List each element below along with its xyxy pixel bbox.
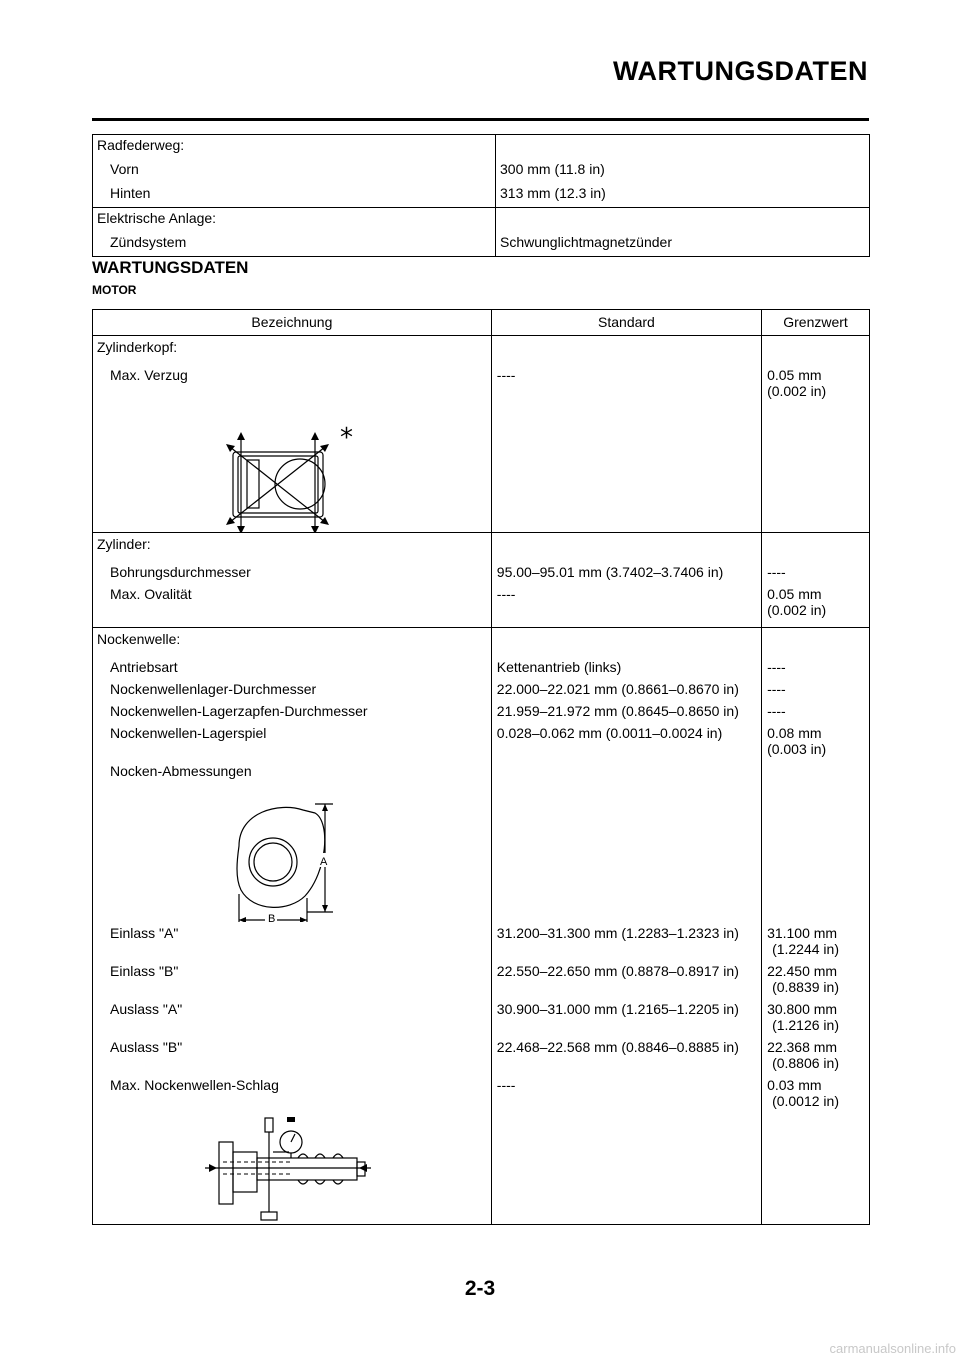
row-standard: 22.000–22.021 mm (0.8661–0.8670 in) xyxy=(491,678,761,700)
sub-heading: MOTOR xyxy=(92,283,137,297)
table-row xyxy=(93,583,870,621)
table-row xyxy=(93,159,870,183)
limit-line-1: 30.800 mm xyxy=(767,1001,838,1017)
limit-line-2: (1.2244 in) xyxy=(772,941,839,957)
limit-line-1: 22.368 mm xyxy=(767,1039,838,1055)
section-heading: WARTUNGSDATEN xyxy=(92,258,249,277)
table-row xyxy=(93,678,870,700)
row-limit: ---- xyxy=(767,703,786,719)
row-label: Zylinderkopf: xyxy=(93,336,492,359)
page-number: 2-3 xyxy=(464,1277,496,1300)
row-standard xyxy=(491,628,761,651)
row-label: Antriebsart xyxy=(93,656,492,678)
table-row xyxy=(93,183,870,208)
row-limit: 0.05 mm (0.002 in) xyxy=(767,586,827,618)
dimension-label-b: B xyxy=(268,913,276,922)
row-label: Einlass "B" xyxy=(93,960,492,998)
header-standard: Standard xyxy=(491,310,761,336)
figure-row xyxy=(93,1112,870,1225)
spec-table xyxy=(92,134,870,257)
table-row xyxy=(93,561,870,583)
cylinder-head-warpage-figure xyxy=(93,402,471,532)
table-row xyxy=(93,628,870,651)
row-standard: 21.959–21.972 mm (0.8645–0.8650 in) xyxy=(491,700,761,722)
table-row xyxy=(93,336,870,359)
row-label: Auslass "B" xyxy=(93,1036,492,1074)
row-limit xyxy=(762,960,870,998)
table-row xyxy=(93,998,870,1036)
table-row xyxy=(93,760,870,782)
figure-row xyxy=(93,782,870,922)
spec-value: 300 mm (11.8 in) xyxy=(500,161,605,177)
table-header-row xyxy=(93,310,870,336)
spec-label: Radfederweg: xyxy=(93,135,496,160)
table-row xyxy=(93,1074,870,1112)
row-standard xyxy=(491,533,761,556)
limit-line-1: 22.450 mm xyxy=(767,963,838,979)
limit-line-2: (1.2126 in) xyxy=(772,1017,839,1033)
row-standard: 22.550–22.650 mm (0.8878–0.8917 in) xyxy=(491,960,761,998)
table-row xyxy=(93,722,870,760)
row-label: Nocken-Abmessungen xyxy=(93,760,492,782)
row-label: Nockenwellenlager-Durchmesser xyxy=(93,678,492,700)
table-row xyxy=(93,208,870,233)
row-label: Max. Verzug xyxy=(93,364,492,402)
row-label: Auslass "A" xyxy=(93,998,492,1036)
spec-label: Elektrische Anlage: xyxy=(93,208,496,233)
row-standard: 95.00–95.01 mm (3.7402–3.7406 in) xyxy=(491,561,761,583)
row-limit xyxy=(762,1074,870,1112)
camshaft-runout-figure xyxy=(93,1112,471,1224)
spec-label: Hinten xyxy=(93,183,496,208)
row-limit: ---- xyxy=(767,659,786,675)
header-bezeichnung: Bezeichnung xyxy=(93,310,492,336)
row-standard xyxy=(491,336,761,359)
row-standard: 30.900–31.000 mm (1.2165–1.2205 in) xyxy=(491,998,761,1036)
limit-line-2: (0.8806 in) xyxy=(772,1055,839,1071)
header-grenzwert: Grenzwert xyxy=(762,310,870,336)
spec-label: Zündsystem xyxy=(93,232,496,257)
row-limit: 0.05 mm (0.002 in) xyxy=(767,367,827,399)
table-row xyxy=(93,656,870,678)
limit-line-2: (0.8839 in) xyxy=(772,979,839,995)
row-standard xyxy=(491,760,761,782)
row-limit xyxy=(762,760,870,782)
row-label: Zylinder: xyxy=(93,533,492,556)
title-rule xyxy=(92,118,869,121)
row-standard: ---- xyxy=(491,364,761,402)
table-row xyxy=(93,922,870,960)
row-standard: ---- xyxy=(491,583,761,621)
table-row xyxy=(93,1036,870,1074)
spec-value: Schwunglichtmagnetzünder xyxy=(500,234,672,250)
row-label: Einlass "A" xyxy=(93,922,492,960)
watermark: carmanualsonline.info xyxy=(829,1341,956,1356)
row-limit xyxy=(762,998,870,1036)
row-standard: Kettenantrieb (links) xyxy=(491,656,761,678)
row-label: Max. Ovalität xyxy=(93,583,492,621)
row-limit xyxy=(762,533,870,556)
spec-value xyxy=(496,208,870,233)
row-standard: 22.468–22.568 mm (0.8846–0.8885 in) xyxy=(491,1036,761,1074)
row-limit xyxy=(762,628,870,651)
row-standard: 0.028–0.062 mm (0.0011–0.0024 in) xyxy=(491,722,761,760)
dimension-label-a: A xyxy=(320,856,328,868)
table-row xyxy=(93,700,870,722)
row-limit xyxy=(762,336,870,359)
cam-lobe-dimension-figure xyxy=(93,782,471,922)
table-row xyxy=(93,232,870,257)
row-limit: 0.08 mm (0.003 in) xyxy=(767,725,827,757)
limit-line-2: (0.0012 in) xyxy=(772,1093,839,1109)
page-title: WARTUNGSDATEN xyxy=(613,56,868,86)
table-row xyxy=(93,135,870,160)
row-label: Nockenwellen-Lagerzapfen-Durchmesser xyxy=(93,700,492,722)
table-row xyxy=(93,960,870,998)
asterisk-icon: * xyxy=(340,423,353,453)
row-label: Max. Nockenwellen-Schlag xyxy=(93,1074,492,1112)
limit-line-1: 0.03 mm xyxy=(767,1077,822,1093)
row-limit xyxy=(762,922,870,960)
table-row xyxy=(93,533,870,556)
limit-line-1: 31.100 mm xyxy=(767,925,838,941)
row-label: Bohrungsdurchmesser xyxy=(93,561,492,583)
engine-table xyxy=(92,309,870,1225)
table-row xyxy=(93,364,870,402)
row-limit: ---- xyxy=(767,564,786,580)
row-limit xyxy=(762,1036,870,1074)
row-limit: ---- xyxy=(767,681,786,697)
spec-label: Vorn xyxy=(93,159,496,183)
spec-value: 313 mm (12.3 in) xyxy=(500,185,606,201)
row-label: Nockenwellen-Lagerspiel xyxy=(93,722,492,760)
figure-row xyxy=(93,402,870,533)
spec-value xyxy=(496,135,870,160)
row-standard: 31.200–31.300 mm (1.2283–1.2323 in) xyxy=(491,922,761,960)
row-standard: ---- xyxy=(491,1074,761,1112)
row-label: Nockenwelle: xyxy=(93,628,492,651)
